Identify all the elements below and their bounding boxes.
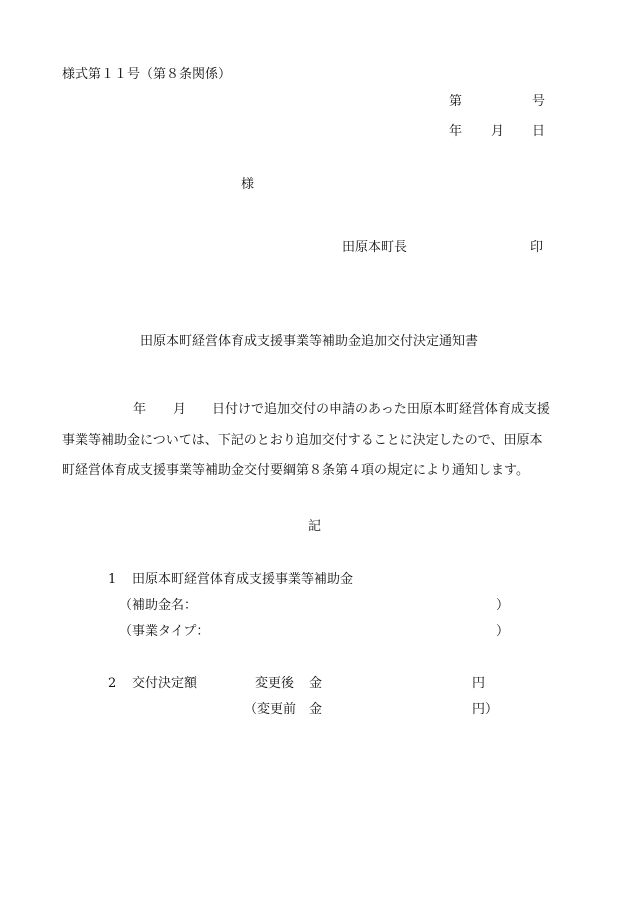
item2-title: 交付決定額 — [132, 676, 198, 691]
before-yen: 円） — [472, 702, 499, 717]
body-line-1: 日付けで追加交付の申請のあった田原本町経営体育成支援 — [212, 402, 550, 417]
after-yen: 円 — [472, 676, 486, 691]
ki-heading: 記 — [308, 519, 322, 534]
after-label: 変更後 — [255, 676, 295, 691]
item1-number: 1 — [108, 572, 117, 587]
after-kin: 金 — [309, 676, 323, 691]
issuer-name: 田原本町長 — [342, 240, 408, 255]
form-number: 様式第１１号（第８条関係） — [62, 67, 232, 82]
business-type-label: （事業タイプ： — [119, 624, 210, 639]
date-month: 月 — [491, 124, 505, 139]
date-day: 日 — [532, 124, 546, 139]
body-line-2: 事業等補助金については、下記のとおり追加交付することに決定したので、田原本 — [62, 433, 543, 448]
item2-number: 2 — [108, 676, 117, 691]
grant-name-label: （補助金名： — [119, 598, 198, 613]
before-label: （変更前 — [244, 702, 297, 717]
seal-mark: 印 — [530, 240, 544, 255]
doc-number-suffix: 号 — [532, 94, 546, 109]
business-type-close: ） — [496, 624, 510, 639]
doc-number-prefix: 第 — [449, 94, 463, 109]
body-year: 年 — [133, 402, 147, 417]
addressee-honorific: 様 — [241, 177, 255, 192]
body-month: 月 — [173, 402, 187, 417]
date-year: 年 — [449, 124, 463, 139]
body-line-3: 町経営体育成支援事業等補助金交付要綱第８条第４項の規定により通知します。 — [62, 463, 529, 478]
document-title: 田原本町経営体育成支援事業等補助金追加交付決定通知書 — [140, 334, 479, 349]
grant-name-close: ） — [496, 598, 510, 613]
before-kin: 金 — [309, 702, 323, 717]
item1-title: 田原本町経営体育成支援事業等補助金 — [132, 572, 354, 587]
